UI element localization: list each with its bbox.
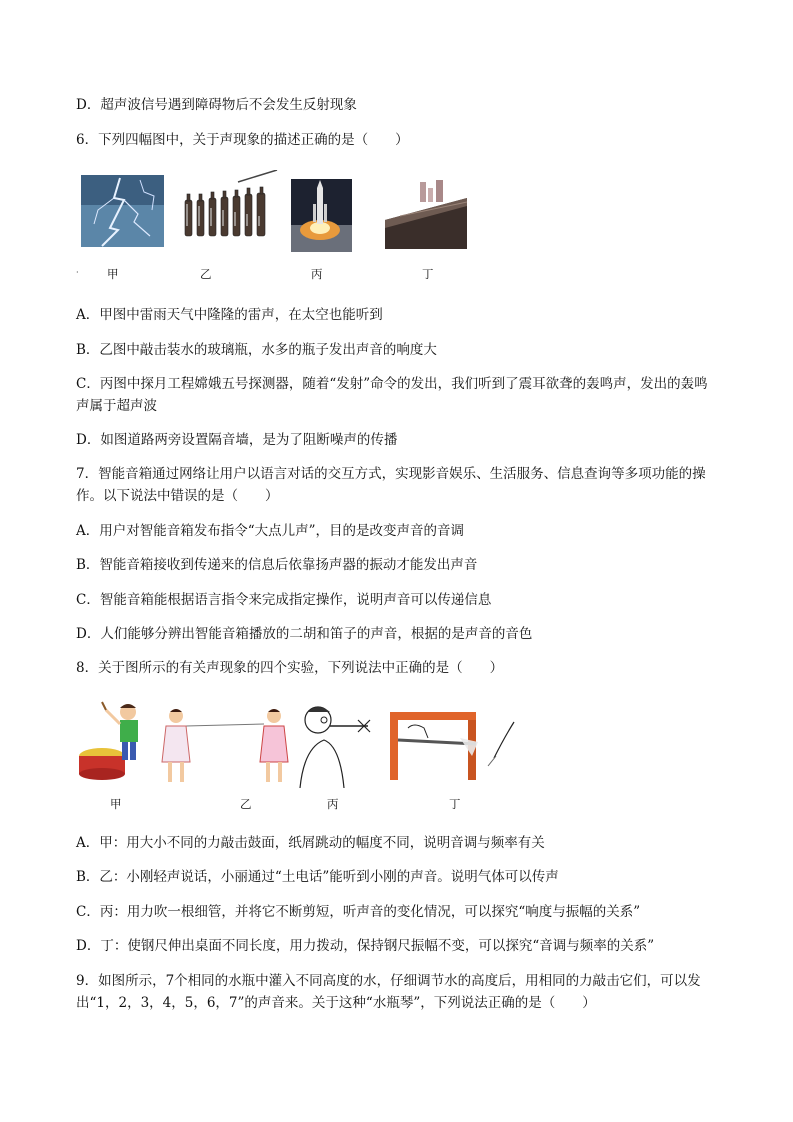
q6-option-d: D．如图道路两旁设置隔音墙，是为了阻断噪声的传播: [76, 432, 398, 448]
q6-label-jia: 甲: [107, 267, 119, 281]
q6-label-ding: 丁: [422, 267, 434, 281]
q9-stem-line1: 9．如图所示，7个相同的水瓶中灌入不同高度的水，仔细调节水的高度后，用相同的力敲击它们，可以发: [76, 973, 701, 989]
string-telephone-image: [162, 709, 288, 782]
q6-figure: [80, 170, 470, 252]
q8-figure: [78, 698, 523, 790]
q6-mark: ·: [76, 268, 79, 277]
q8-label-bing: 丙: [327, 797, 339, 811]
q6-option-a: A．甲图中雷雨天气中隆隆的雷声，在太空也能听到: [76, 307, 383, 323]
q8-option-d: D．丁：使钢尺伸出桌面不同长度，用力拨动，保持钢尺振幅不变，可以探究“音调与频率的关系”: [76, 938, 655, 954]
blowing-tube-image: [300, 707, 370, 788]
q6-option-c-line2: 声属于超声波: [76, 398, 157, 414]
q6-option-b: B．乙图中敲击装水的玻璃瓶，水多的瓶子发出声音的响度大: [76, 342, 437, 358]
q8-label-ding: 丁: [449, 797, 461, 811]
bottles-image: [185, 170, 277, 236]
q8-option-b: B．乙：小刚轻声说话，小丽通过“土电话”能听到小刚的声音。说明气体可以传声: [76, 869, 559, 885]
q7-option-c: C．智能音箱能根据语言指令来完成指定操作，说明声音可以传递信息: [76, 592, 492, 608]
drum-experiment-image: [79, 702, 138, 780]
rocket-launch-image: [291, 179, 352, 252]
sound-barrier-image: [385, 178, 467, 249]
q5-option-d: D．超声波信号遇到障碍物后不会发生反射现象: [76, 97, 357, 113]
q6-stem: 6．下列四幅图中，关于声现象的描述正确的是（ ）: [76, 132, 409, 148]
q7-option-b: B．智能音箱接收到传递来的信息后依靠扬声器的振动才能发出声音: [76, 557, 478, 573]
q6-label-bing: 丙: [311, 267, 323, 281]
q8-option-a: A．甲：用大小不同的力敲击鼓面，纸屑跳动的幅度不同，说明音调与频率有关: [76, 835, 545, 851]
q6-option-c-line1: C．丙图中探月工程嫦娥五号探测器，随着“发射”命令的发出，我们听到了震耳欲聋的轰鸣声，发出的轰鸣: [76, 376, 708, 392]
q6-label-yi: 乙: [200, 267, 212, 281]
q7-stem-line2: 作。以下说法中错误的是（ ）: [76, 488, 279, 504]
q8-label-yi: 乙: [240, 797, 252, 811]
q7-stem-line1: 7．智能音箱通过网络让用户以语言对话的交互方式，实现影音娱乐、生活服务、信息查询等多项功能的操: [76, 466, 706, 482]
ruler-table-image: [390, 712, 514, 780]
q7-option-d: D．人们能够分辨出智能音箱播放的二胡和笛子的声音，根据的是声音的音色: [76, 626, 533, 642]
q9-stem-line2: 出“1，2，3，4，5，6，7”的声音来。关于这种“水瓶琴”，下列说法正确的是（ ）: [76, 995, 596, 1011]
lightning-image: [81, 175, 164, 247]
q8-stem: 8．关于图所示的有关声现象的四个实验，下列说法中正确的是（ ）: [76, 660, 504, 676]
q8-option-c: C．丙：用力吹一根细管，并将它不断剪短，听声音的变化情况，可以探究“响度与振幅的关系”: [76, 904, 641, 920]
q7-option-a: A．用户对智能音箱发布指令“大点儿声”，目的是改变声音的音调: [76, 523, 465, 539]
q8-label-jia: 甲: [110, 797, 122, 811]
